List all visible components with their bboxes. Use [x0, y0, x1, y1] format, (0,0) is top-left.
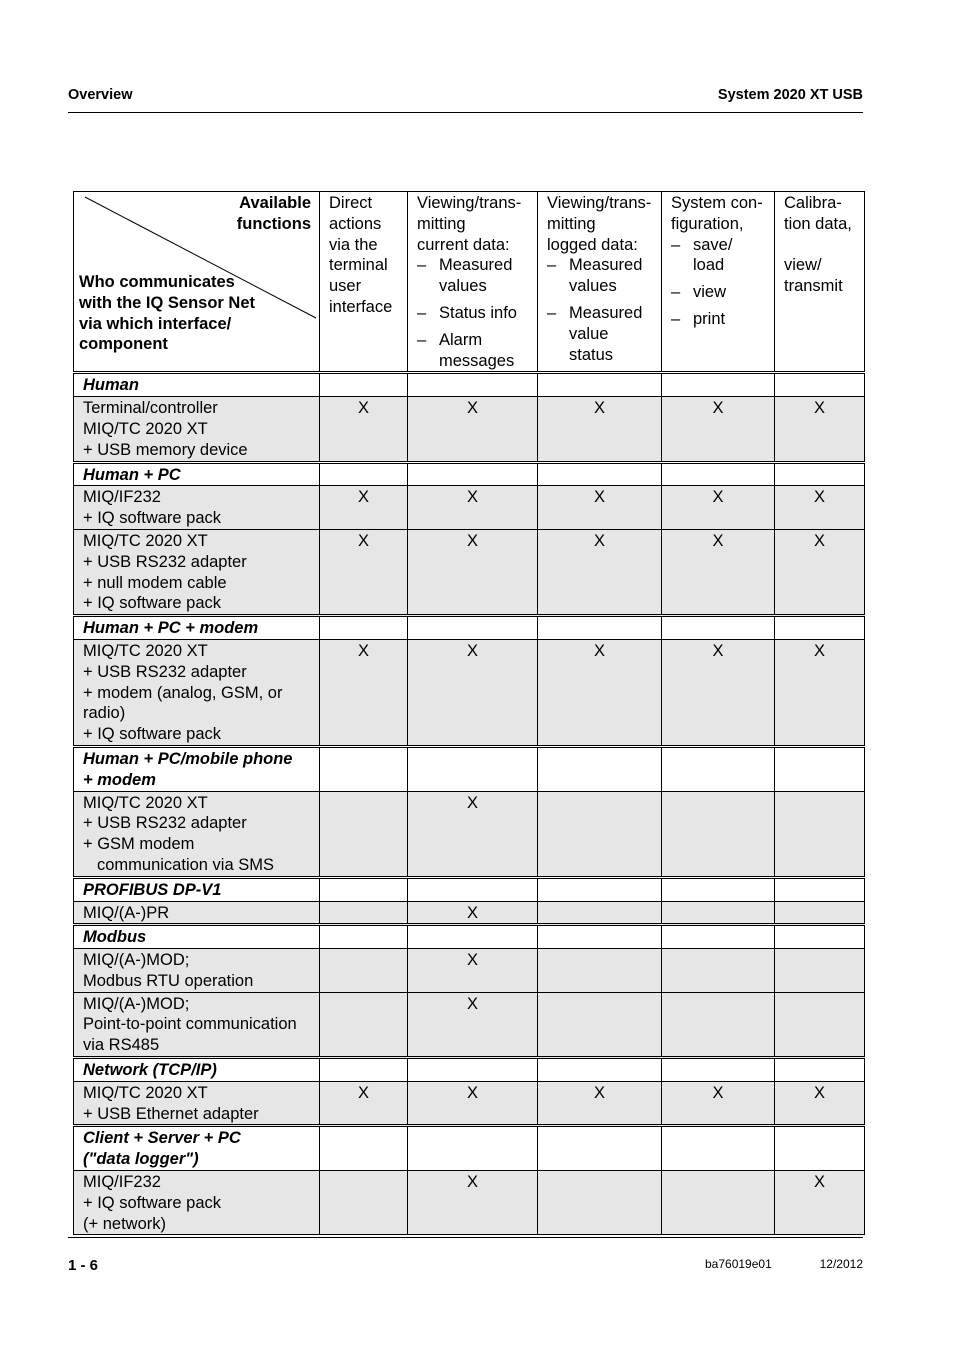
empty-cell	[538, 1126, 662, 1171]
support-mark-cell: X	[538, 1081, 662, 1126]
support-mark-cell	[662, 949, 775, 993]
support-mark-cell	[538, 901, 662, 925]
function-list-item	[547, 255, 658, 297]
function-item-line: – save/	[693, 235, 733, 254]
component-line: Modbus RTU operation	[83, 971, 254, 990]
section-label-line: Human + PC + modem	[83, 619, 259, 638]
support-mark-cell: X	[775, 486, 865, 530]
support-mark-cell	[538, 1171, 662, 1235]
empty-cell	[320, 1126, 408, 1171]
section-label	[74, 746, 320, 791]
empty-cell	[408, 616, 538, 640]
empty-cell	[408, 1126, 538, 1171]
function-list	[671, 235, 771, 330]
support-mark-cell: X	[538, 486, 662, 530]
component-line: Point-to-point communication	[83, 1015, 297, 1034]
support-mark-cell: X	[775, 397, 865, 462]
function-item-line: – Measured	[569, 303, 643, 322]
column-header-line: Viewing/trans-	[547, 194, 652, 212]
section-label	[74, 373, 320, 397]
component-cell	[74, 992, 320, 1057]
section-label	[74, 1058, 320, 1082]
component-line: via RS485	[83, 1036, 160, 1055]
column-header-line: figuration,	[671, 214, 744, 233]
function-item-line: – view	[693, 283, 727, 302]
support-mark-cell: X	[775, 1171, 865, 1235]
empty-cell	[538, 877, 662, 901]
column-header-line: interface	[329, 297, 393, 316]
table-row	[74, 486, 865, 530]
table-row	[74, 639, 865, 746]
column-header-line: transmit	[784, 277, 843, 296]
available-functions-label: Available functions	[236, 194, 311, 233]
who-communicates-label: Who communicates with the IQ Sensor Net via which interface/ component	[79, 273, 256, 354]
support-mark-cell: X	[408, 992, 538, 1057]
section-label	[74, 462, 320, 486]
support-mark-cell	[775, 901, 865, 925]
support-mark-cell: X	[538, 529, 662, 615]
table-row	[74, 791, 865, 877]
column-header-line	[784, 235, 861, 256]
function-list-item	[671, 309, 771, 330]
function-item-line: – Alarm	[439, 330, 483, 349]
section-label	[74, 616, 320, 640]
support-mark-cell: X	[662, 529, 775, 615]
empty-cell	[320, 925, 408, 949]
empty-cell	[538, 373, 662, 397]
support-mark-cell: X	[320, 529, 408, 615]
support-mark-cell: X	[320, 639, 408, 746]
table-row	[74, 1171, 865, 1235]
function-item-line: values	[569, 277, 617, 296]
column-header-line: via the	[329, 235, 378, 254]
support-mark-cell: X	[320, 1081, 408, 1126]
empty-cell	[662, 925, 775, 949]
table-row	[74, 949, 865, 993]
section-label-line: + modem	[83, 770, 156, 789]
header-product-name: System 2020 XT USB	[717, 87, 863, 103]
empty-cell	[538, 1058, 662, 1082]
function-list-item	[417, 255, 534, 297]
empty-cell	[408, 373, 538, 397]
column-header-line: tion data,	[784, 214, 852, 233]
page-number: 1 - 6	[68, 1257, 99, 1274]
column-header-line: mitting	[417, 214, 466, 233]
support-mark-cell: X	[662, 486, 775, 530]
column-header-line: current data:	[417, 235, 510, 254]
support-mark-cell: X	[408, 639, 538, 746]
section-label	[74, 877, 320, 901]
component-line: + USB memory device	[83, 440, 248, 459]
component-line: MIQ/TC 2020 XT	[83, 641, 208, 660]
section-row	[74, 373, 865, 397]
component-line: + GSM modem	[83, 835, 195, 854]
empty-cell	[408, 462, 538, 486]
support-mark-cell: X	[408, 486, 538, 530]
support-mark-cell: X	[775, 639, 865, 746]
function-list	[417, 255, 534, 371]
function-item-line: status	[569, 345, 614, 364]
document-date: 12/2012	[819, 1257, 863, 1271]
component-line: + USB Ethernet adapter	[83, 1104, 259, 1123]
empty-cell	[538, 616, 662, 640]
column-header-line: Viewing/trans-	[417, 194, 522, 212]
table-row	[74, 901, 865, 925]
support-mark-cell	[775, 992, 865, 1057]
component-line: + IQ software pack	[83, 509, 222, 528]
component-line: + IQ software pack	[83, 594, 222, 613]
section-label-line: Human + PC/mobile phone	[83, 749, 293, 768]
empty-cell	[408, 925, 538, 949]
function-list-item	[417, 303, 534, 324]
table-row	[74, 529, 865, 615]
empty-cell	[408, 877, 538, 901]
component-line: MIQ/IF232	[83, 1173, 161, 1192]
component-line: + USB RS232 adapter	[83, 552, 247, 571]
support-mark-cell	[538, 949, 662, 993]
component-cell	[74, 791, 320, 877]
column-header-line: mitting	[547, 214, 596, 233]
empty-cell	[320, 373, 408, 397]
column-header-line: Direct	[329, 194, 373, 212]
support-mark-cell	[775, 791, 865, 877]
column-header-line: logged data:	[547, 235, 638, 254]
support-mark-cell	[662, 791, 775, 877]
function-item-line: values	[439, 277, 487, 296]
section-label-line: PROFIBUS DP-V1	[83, 880, 222, 899]
empty-cell	[775, 925, 865, 949]
section-label-line: Human	[83, 376, 139, 395]
component-cell	[74, 397, 320, 462]
support-mark-cell: X	[662, 397, 775, 462]
component-line: + modem (analog, GSM, or	[83, 683, 283, 702]
empty-cell	[538, 925, 662, 949]
empty-cell	[775, 373, 865, 397]
component-line: MIQ/(A-)PR	[83, 903, 170, 922]
support-mark-cell: X	[408, 1081, 538, 1126]
column-header-2	[408, 192, 538, 373]
empty-cell	[662, 462, 775, 486]
support-mark-cell	[320, 949, 408, 993]
header-section-title: Overview	[68, 87, 133, 103]
support-mark-cell: X	[408, 949, 538, 993]
component-cell	[74, 1081, 320, 1126]
component-cell	[74, 1171, 320, 1235]
section-label-line: Client + Server + PC	[83, 1129, 241, 1148]
component-cell	[74, 486, 320, 530]
corner-header-cell	[74, 192, 320, 373]
empty-cell	[320, 877, 408, 901]
section-row	[74, 462, 865, 486]
support-mark-cell	[538, 992, 662, 1057]
column-header-1	[320, 192, 408, 373]
support-mark-cell	[662, 901, 775, 925]
column-header-line: System con-	[671, 194, 763, 212]
function-list	[547, 255, 658, 365]
support-mark-cell	[320, 1171, 408, 1235]
empty-cell	[408, 746, 538, 791]
empty-cell	[775, 877, 865, 901]
empty-cell	[662, 1058, 775, 1082]
column-header-line: view/	[784, 256, 822, 275]
empty-cell	[662, 616, 775, 640]
function-item-line: – Status info	[439, 303, 517, 322]
document-code: ba76019e01	[705, 1257, 772, 1271]
component-line: + null modem cable	[83, 573, 227, 592]
support-mark-cell: X	[408, 901, 538, 925]
section-row	[74, 1058, 865, 1082]
section-label	[74, 1126, 320, 1171]
component-line: + USB RS232 adapter	[83, 814, 247, 833]
support-mark-cell: X	[408, 529, 538, 615]
component-line: MIQ/TC 2020 XT	[83, 419, 208, 438]
function-item-line: value	[569, 324, 609, 343]
empty-cell	[538, 746, 662, 791]
empty-cell	[775, 1126, 865, 1171]
component-line: + USB RS232 adapter	[83, 662, 247, 681]
component-line: MIQ/(A-)MOD;	[83, 951, 190, 970]
empty-cell	[662, 746, 775, 791]
component-line: + IQ software pack	[83, 1193, 222, 1212]
section-row	[74, 877, 865, 901]
support-mark-cell	[662, 1171, 775, 1235]
table-row	[74, 397, 865, 462]
empty-cell	[320, 1058, 408, 1082]
support-mark-cell: X	[320, 397, 408, 462]
function-list-item	[671, 282, 771, 303]
column-header-4	[662, 192, 775, 373]
empty-cell	[775, 462, 865, 486]
support-mark-cell	[538, 791, 662, 877]
column-header-5	[775, 192, 865, 373]
component-line: MIQ/TC 2020 XT	[83, 793, 208, 812]
section-label-line: Network (TCP/IP)	[83, 1061, 217, 1080]
section-row	[74, 746, 865, 791]
component-cell	[74, 529, 320, 615]
component-line: MIQ/TC 2020 XT	[83, 531, 208, 550]
empty-cell	[320, 616, 408, 640]
table-row	[74, 1081, 865, 1126]
support-mark-cell	[662, 992, 775, 1057]
support-mark-cell: X	[408, 1171, 538, 1235]
footer-rule	[68, 1237, 863, 1238]
column-header-line: user	[329, 277, 362, 296]
section-row	[74, 1126, 865, 1171]
empty-cell	[775, 746, 865, 791]
component-line: Terminal/controller	[83, 399, 218, 418]
function-item-line: – print	[693, 309, 726, 328]
support-mark-cell	[320, 791, 408, 877]
communication-functions-table	[73, 191, 865, 1235]
support-mark-cell	[775, 949, 865, 993]
function-item-line: – Measured	[439, 256, 513, 275]
component-cell	[74, 949, 320, 993]
component-cell	[74, 901, 320, 925]
column-header-line: actions	[329, 214, 382, 233]
empty-cell	[662, 877, 775, 901]
header-rule	[68, 112, 863, 113]
support-mark-cell	[320, 992, 408, 1057]
table-row	[74, 992, 865, 1057]
component-line: (+ network)	[83, 1214, 166, 1233]
section-row	[74, 616, 865, 640]
support-mark-cell	[320, 901, 408, 925]
empty-cell	[320, 746, 408, 791]
support-mark-cell: X	[538, 397, 662, 462]
support-mark-cell: X	[320, 486, 408, 530]
function-list-item	[417, 330, 534, 372]
section-label-line: ("data logger")	[83, 1150, 199, 1169]
support-mark-cell: X	[408, 397, 538, 462]
function-item-line: load	[693, 256, 725, 275]
column-header-line: terminal	[329, 256, 388, 275]
component-line: radio)	[83, 704, 126, 723]
function-item-line: messages	[439, 351, 515, 370]
section-label	[74, 925, 320, 949]
empty-cell	[775, 1058, 865, 1082]
support-mark-cell: X	[662, 1081, 775, 1126]
function-item-line: – Measured	[569, 256, 643, 275]
support-mark-cell: X	[408, 791, 538, 877]
function-list-item	[547, 303, 658, 365]
empty-cell	[775, 616, 865, 640]
component-line: + IQ software pack	[83, 725, 222, 744]
empty-cell	[662, 1126, 775, 1171]
function-list-item	[671, 235, 771, 277]
component-line: MIQ/TC 2020 XT	[83, 1083, 208, 1102]
empty-cell	[538, 462, 662, 486]
support-mark-cell: X	[775, 1081, 865, 1126]
support-mark-cell: X	[662, 639, 775, 746]
component-cell	[74, 639, 320, 746]
empty-cell	[662, 373, 775, 397]
column-header-line: Calibra-	[784, 194, 842, 212]
section-label-line: Human + PC	[83, 465, 181, 484]
support-mark-cell: X	[775, 529, 865, 615]
column-header-3	[538, 192, 662, 373]
empty-cell	[408, 1058, 538, 1082]
section-row	[74, 925, 865, 949]
empty-cell	[320, 462, 408, 486]
support-mark-cell: X	[538, 639, 662, 746]
section-label-line: Modbus	[83, 928, 147, 947]
component-line: communication via SMS	[97, 855, 274, 874]
component-line: MIQ/IF232	[83, 488, 161, 507]
component-line: MIQ/(A-)MOD;	[83, 994, 190, 1013]
